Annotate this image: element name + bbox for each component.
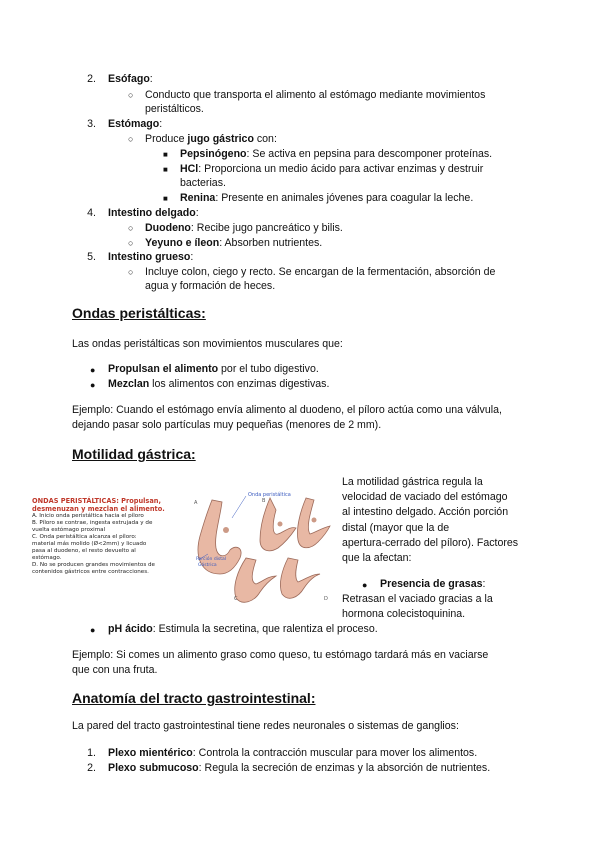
circle-bullet-icon: ○ [128, 238, 134, 248]
item-title: Estómago [108, 118, 160, 130]
peristaltic-waves-figure [30, 488, 335, 608]
figure-caption: ONDAS PERISTÁLTICAS: Propulsan, desmenuzan y mezclan el alimento. A. Inicio onda peristáltica hacia el píloro B. Píloro se contrae, ingesta estrujada y de vuelta estómago proximal C. Onda peristáltica alcanza el píloro: material más molido (Ø<2mm) y licuado pasa al duodeno, el resto devuelto al estómago. D. No se producen grandes movimientos de contenidos gástricos entre contracciones. [32, 497, 165, 575]
item-text: Plexo mientérico: Controla la contracción muscular para mover los alimentos. [108, 747, 478, 759]
paragraph: La pared del tracto gastrointestinal tiene redes neuronales o sistemas de ganglios: [72, 720, 459, 732]
figure-letter: B [262, 498, 266, 504]
figure-label: Porción distal [196, 557, 227, 562]
square-bullet-icon: ■ [163, 150, 168, 159]
bullet-text: Mezclan los alimentos con enzimas digestivas. [108, 378, 330, 390]
item-text: Incluye colon, ciego y recto. Se encargan de la fermentación, absorción de [145, 266, 496, 278]
motilidad-paragraph: La motilidad gástrica regula la velocidad de vaciado del estómago al intestino delgado. Acción porción distal (mayor que la de apertura-cerrado del píloro). Factores que la afectan: [342, 476, 519, 565]
bullet-icon: ● [90, 365, 96, 375]
circle-bullet-icon: ○ [128, 90, 134, 100]
item-number: 4. [87, 207, 96, 219]
item-number: 1. [87, 747, 96, 759]
bullet-text: Presencia de grasas: [380, 578, 486, 590]
item-number: 5. [87, 251, 96, 263]
circle-bullet-icon: ○ [128, 223, 134, 233]
stomach-shape-e [280, 558, 320, 598]
item-text: Duodeno: Recibe jugo pancreático y bilis. [145, 222, 343, 234]
section-heading-anatomia: Anatomía del tracto gastrointestinal: [72, 690, 316, 706]
section-heading-motilidad: Motilidad gástrica: [72, 446, 196, 462]
stomach-shape-c [297, 498, 330, 548]
section-heading-ondas: Ondas peristálticas: [72, 305, 206, 321]
item-text: Pepsinógeno: Se activa en pepsina para descomponer proteínas. [180, 148, 493, 160]
square-bullet-icon: ■ [163, 194, 168, 203]
figure-label: Onda peristáltica [248, 492, 291, 498]
item-text: HCl: Proporciona un medio ácido para activar enzimas y destruir [180, 163, 484, 175]
figure-letter: C [234, 596, 238, 602]
item-title: Esófago [108, 73, 150, 85]
bullet-icon: ● [90, 380, 96, 390]
example-text: Ejemplo: Si comes un alimento graso como queso, tu estómago tardará más en vaciarse [72, 649, 489, 661]
bullet-text: hormona colecistoquinina. [342, 608, 466, 620]
item-text: bacterias. [180, 177, 226, 189]
stomach-shape-d [235, 558, 276, 602]
example-text: que con una fruta. [72, 664, 158, 676]
item-text: agua y formación de heces. [145, 280, 276, 292]
example-text: dejando pasar solo partículas muy pequeñas (menores de 2 mm). [72, 419, 382, 431]
example-text: Ejemplo: Cuando el estómago envía alimento al duodeno, el píloro actúa como una válvula, [72, 404, 502, 416]
item-number: 2. [87, 762, 96, 774]
item-number: 2. [87, 73, 96, 85]
item-text: Conducto que transporta el alimento al estómago mediante movimientos [145, 89, 486, 101]
bullet-text: pH ácido: Estimula la secretina, que ralentiza el proceso. [108, 623, 378, 635]
item-title: Intestino grueso [108, 251, 191, 263]
item-text: peristálticos. [145, 103, 204, 115]
item-title: Intestino delgado [108, 207, 196, 219]
item-text: Yeyuno e íleon: Absorben nutrientes. [145, 237, 323, 249]
bullet-text: Retrasan el vaciado gracias a la [342, 593, 493, 605]
circle-bullet-icon: ○ [128, 267, 134, 277]
bullet-icon: ● [362, 580, 368, 590]
item-text: Produce jugo gástrico con: [145, 133, 277, 145]
item-text: Renina: Presente en animales jóvenes para coagular la leche. [180, 192, 474, 204]
figure-letter: D [324, 596, 328, 602]
figure-letter: A [194, 500, 198, 506]
document-page: 2. Esófago: ○ Conducto que transporta el alimento al estómago mediante movimientos peristálticos. 3. Estómago: ○ Produce jugo gástrico con: ■ Pepsinógeno: Se activa en pepsina para descomponer proteínas. ■ HCl: Proporciona un medio ácido para activar enzimas y destruir bacterias. ■ Renina: Presente en animales jóvenes para coagular la leche. 4. Intestino delgado: ○ Duodeno: Recibe jugo pancreático y bilis. ○ Yeyuno e íleon: Absorben nutrientes. 5. Intestino grueso: ○ Incluye colon, ciego y recto. Se encargan de la fermentación, absorción de agua y formación de heces. Ondas peristálticas: Las ondas peristálticas son movimientos musculares que: ● Propulsan el alimento por el tubo digestivo. ● Mezclan los alimentos con enzimas digestivas. Ejemplo: Cuando el estómago envía alimento al duodeno, el píloro actúa como una válvula, dejando pasar solo partículas muy pequeñas (menores de 2 mm). Motilidad gástrica: ONDAS PERISTÁLTICAS: Propulsan, desmenuzan y mezclan el alimento. A. Inicio onda peristáltica hacia el píloro B. Píloro se contrae, ingesta estrujada y de vuelta estómago proximal C. Onda peristáltica alcanza el píloro: material más molido (Ø<2mm) y licuado pasa al duodeno, el resto devuelto al estómago. D. No se producen grandes movimientos de contenidos gástricos entre contracciones. Onda peristáltica Porción distal Gástrica A B C D La motilidad gástrica regula la velocidad de vaciado del estómago al intestino delgado. Acción porción distal (mayor que la de apertura-cerrado del píloro). Factores que la afectan: ● Presencia de grasas: Retrasan el vaciado gracias a la hormona colecistoquinina. ● pH ácido: Estimula la secretina, que ralentiza el proceso. Ejemplo: Si comes un alimento graso como queso, tu estómago tardará más en vaciarse que con una fruta. Anatomía del tracto gastrointestinal: La pared del tracto gastrointestinal tiene redes neuronales o sistemas de ganglios: 1. Plexo mientérico: Controla la contracción muscular para mover los alimentos. 2. Plexo submucoso: Regula la secreción de enzimas y la absorción de nutrientes. [0, 0, 600, 848]
square-bullet-icon: ■ [163, 165, 168, 174]
item-number: 3. [87, 118, 96, 130]
circle-bullet-icon: ○ [128, 134, 134, 144]
bullet-text: Propulsan el alimento por el tubo digestivo. [108, 363, 319, 375]
bullet-icon: ● [90, 625, 96, 635]
item-text: Plexo submucoso: Regula la secreción de enzimas y la absorción de nutrientes. [108, 762, 491, 774]
paragraph: Las ondas peristálticas son movimientos musculares que: [72, 338, 343, 350]
stomach-illustration [190, 488, 335, 606]
figure-label: Gástrica [198, 563, 217, 568]
